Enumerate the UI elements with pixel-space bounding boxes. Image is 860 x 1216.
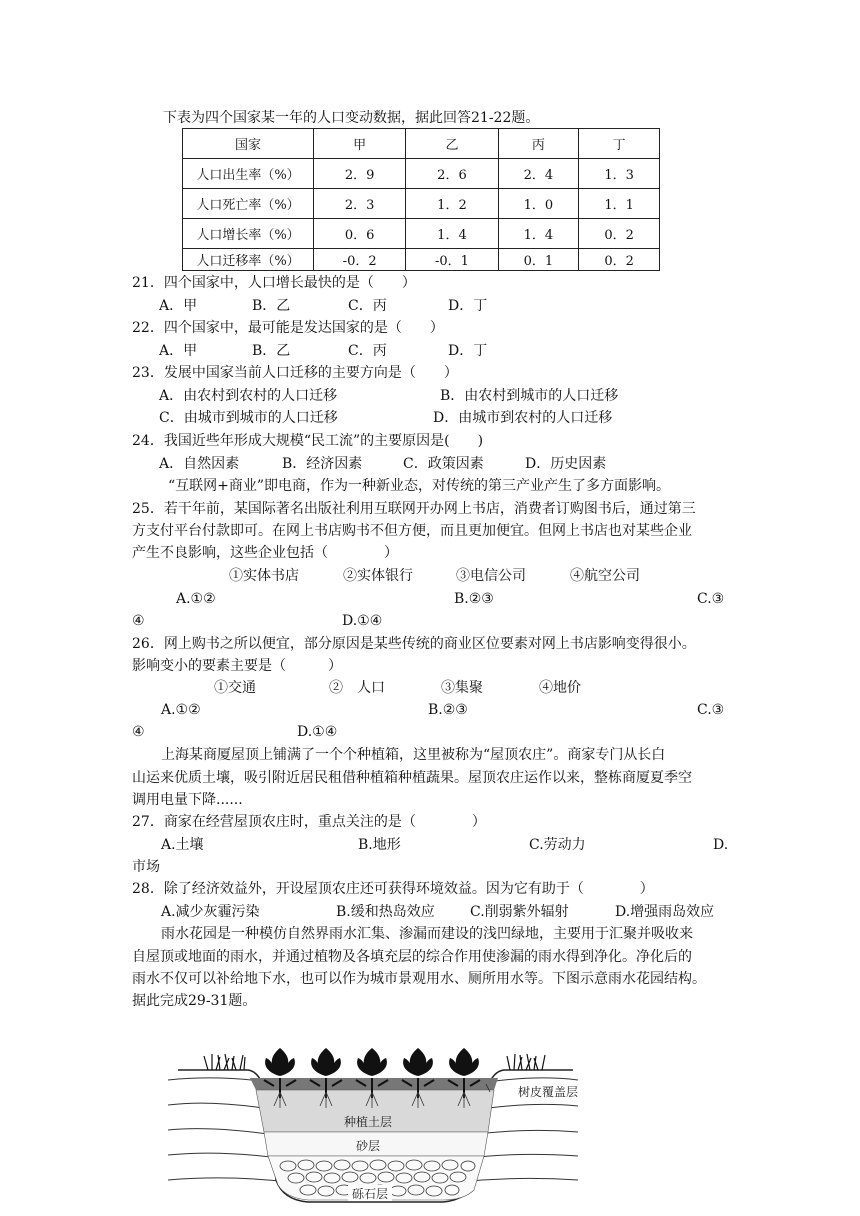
option-d: D．丁 [448, 298, 488, 314]
option-a: A．自然因素 [159, 456, 240, 472]
table-cell: -0．1 [406, 249, 498, 271]
table-cell: -0．2 [314, 249, 406, 271]
option-b: B.缓和热岛效应 [336, 904, 435, 920]
table-header-cell: 丙 [498, 129, 579, 159]
option-c: C.劳动力 [529, 837, 586, 853]
intro-rain-line-3: 雨水不仅可以补给地下水，也可以作为城市景观用水、厕所用水等。下图示意雨水花园结构。 [132, 971, 706, 987]
option-d-continued: 市场 [132, 859, 160, 875]
option-c: C．丙 [348, 298, 387, 314]
option-a: A.土壤 [161, 837, 204, 853]
question-24: 24．我国近些年形成大规模“民工流”的主要原因是( ) [132, 433, 484, 449]
question-27: 27．商家在经营屋顶农庄时，重点关注的是（ ） [132, 814, 486, 830]
intro-roof-line-2: 山运来优质土壤，吸引附近居民租借种植箱种植蔬果。屋顶农庄运作以来，整栋商厦夏季空 [132, 770, 692, 786]
question-22: 22．四个国家中，最可能是发达国家的是（ ） [132, 320, 444, 336]
option-b: B.②③ [428, 702, 468, 718]
table-row [183, 189, 660, 219]
option-b: B．乙 [252, 298, 291, 314]
bark-label: 树皮覆盖层 [518, 1085, 578, 1099]
table-row [183, 159, 660, 189]
table-cell: 人口出生率（%） [183, 159, 314, 189]
item-4: ④航空公司 [570, 568, 640, 584]
option-a: A.①② [176, 591, 216, 607]
question-26-line-2: 影响变小的要素主要是（ ） [132, 658, 342, 674]
table-header-cell: 甲 [314, 129, 406, 159]
option-d: D．历史因素 [525, 456, 607, 472]
item-4: ④地价 [539, 680, 581, 696]
table-cell: 人口死亡率（%） [183, 189, 314, 219]
intro-rain-line-1: 雨水花园是一种模仿自然界雨水汇集、渗漏而建设的浅凹绿地，主要用于汇聚并吸收来 [161, 926, 693, 942]
question-23: 23．发展中国家当前人口迁移的主要方向是（ ） [132, 365, 458, 381]
option-b: B.②③ [454, 591, 494, 607]
option-c: C．由城市到城市的人口迁移 [159, 410, 338, 426]
option-c-continued: ④ [132, 724, 145, 740]
sand-label: 砂层 [356, 1139, 381, 1153]
intro-roof-line-1: 上海某商厦屋顶上铺满了一个个种植箱，这里被称为“屋顶农庄”。商家专门从长白 [161, 747, 666, 763]
population-table [182, 128, 660, 271]
table-cell: 1．1 [579, 189, 660, 219]
option-d: D. [713, 837, 729, 853]
table-row [183, 249, 660, 271]
question-25-line-2: 方支付平台付款即可。在网上书店购书不但方便，而且更加便宜。但网上书店也对某些企业 [132, 523, 692, 539]
gravel-label: 砾石层 [352, 1187, 389, 1201]
table-row [183, 219, 660, 249]
table-cell: 1．4 [498, 219, 579, 249]
question-26-line-1: 26．网上购书之所以便宜，部分原因是某些传统的商业区位要素对网上书店影响变得很小。 [132, 636, 696, 652]
item-3: ③电信公司 [456, 568, 526, 584]
option-d: D.①④ [342, 613, 383, 629]
option-b: B．乙 [252, 343, 291, 359]
item-3: ③集聚 [441, 680, 483, 696]
option-c-continued: ④ [132, 613, 145, 629]
intro-rain-line-2: 自屋顶或地面的雨水，并通过植物及各填充层的综合作用使渗漏的雨水得到净化。净化后的 [132, 949, 692, 965]
question-25-line-1: 25．若干年前，某国际著名出版社利用互联网开办网上书店，消费者订购图书后，通过第三 [132, 501, 696, 517]
rain-garden-diagram [168, 1030, 578, 1210]
item-1: ①交通 [214, 680, 256, 696]
table-cell: 1．0 [498, 189, 579, 219]
table-cell: 0．2 [579, 219, 660, 249]
question-25-line-3: 产生不良影响，这些企业包括（ ） [132, 545, 398, 561]
item-2: ② 人口 [329, 680, 385, 696]
option-b: B.地形 [358, 837, 401, 853]
option-a: A.减少灰霾污染 [161, 904, 260, 920]
option-c: C.③ [697, 702, 725, 718]
table-cell: 2．3 [314, 189, 406, 219]
option-d: D．丁 [448, 343, 488, 359]
table-cell: 人口迁移率（%） [183, 249, 314, 271]
planting-soil-label: 种植土层 [344, 1115, 393, 1129]
bark-layer [250, 1078, 498, 1090]
table-cell: 2．9 [314, 159, 406, 189]
table-cell: 1．4 [406, 219, 498, 249]
intro-roof-line-3: 调用电量下降...... [132, 792, 243, 808]
table-cell: 1．3 [579, 159, 660, 189]
table-header-cell: 丁 [579, 129, 660, 159]
table-cell: 0．6 [314, 219, 406, 249]
item-1: ①实体书店 [229, 568, 299, 584]
option-a: A．甲 [159, 298, 198, 314]
table-cell: 2．4 [498, 159, 579, 189]
table-cell: 0．2 [579, 249, 660, 271]
question-21: 21．四个国家中，人口增长最快的是（ ） [132, 275, 416, 291]
table-cell: 0．1 [498, 249, 579, 271]
option-d: D.①④ [297, 724, 338, 740]
option-c: C．丙 [348, 343, 387, 359]
intro-table: 下表为四个国家某一年的人口变动数据，据此回答21-22题。 [163, 110, 540, 126]
table-cell: 人口增长率（%） [183, 219, 314, 249]
option-d: D．由城市到农村的人口迁移 [433, 410, 613, 426]
table-cell: 2．6 [406, 159, 498, 189]
option-b: B．经济因素 [282, 456, 363, 472]
table-header-cell: 国家 [183, 129, 314, 159]
option-c: C.削弱紫外辐射 [470, 904, 569, 920]
item-2: ②实体银行 [343, 568, 413, 584]
option-d: D.增强雨岛效应 [615, 904, 715, 920]
table-cell: 1．2 [406, 189, 498, 219]
intro-internet: “互联网+商业”即电商，作为一种新业态，对传统的第三产业产生了多方面影响。 [168, 478, 671, 494]
option-c: C.③ [697, 591, 725, 607]
option-a: A．甲 [159, 343, 198, 359]
option-a: A.①② [161, 702, 201, 718]
table-header-cell: 乙 [406, 129, 498, 159]
table-header-row [183, 129, 660, 159]
intro-rain-line-4: 据此完成29-31题。 [132, 993, 257, 1009]
option-b: B．由农村到城市的人口迁移 [440, 388, 619, 404]
option-a: A．由农村到农村的人口迁移 [159, 388, 338, 404]
option-c: C．政策因素 [403, 456, 484, 472]
question-28: 28．除了经济效益外，开设屋顶农庄还可获得环境效益。因为它有助于（ ） [132, 881, 654, 897]
